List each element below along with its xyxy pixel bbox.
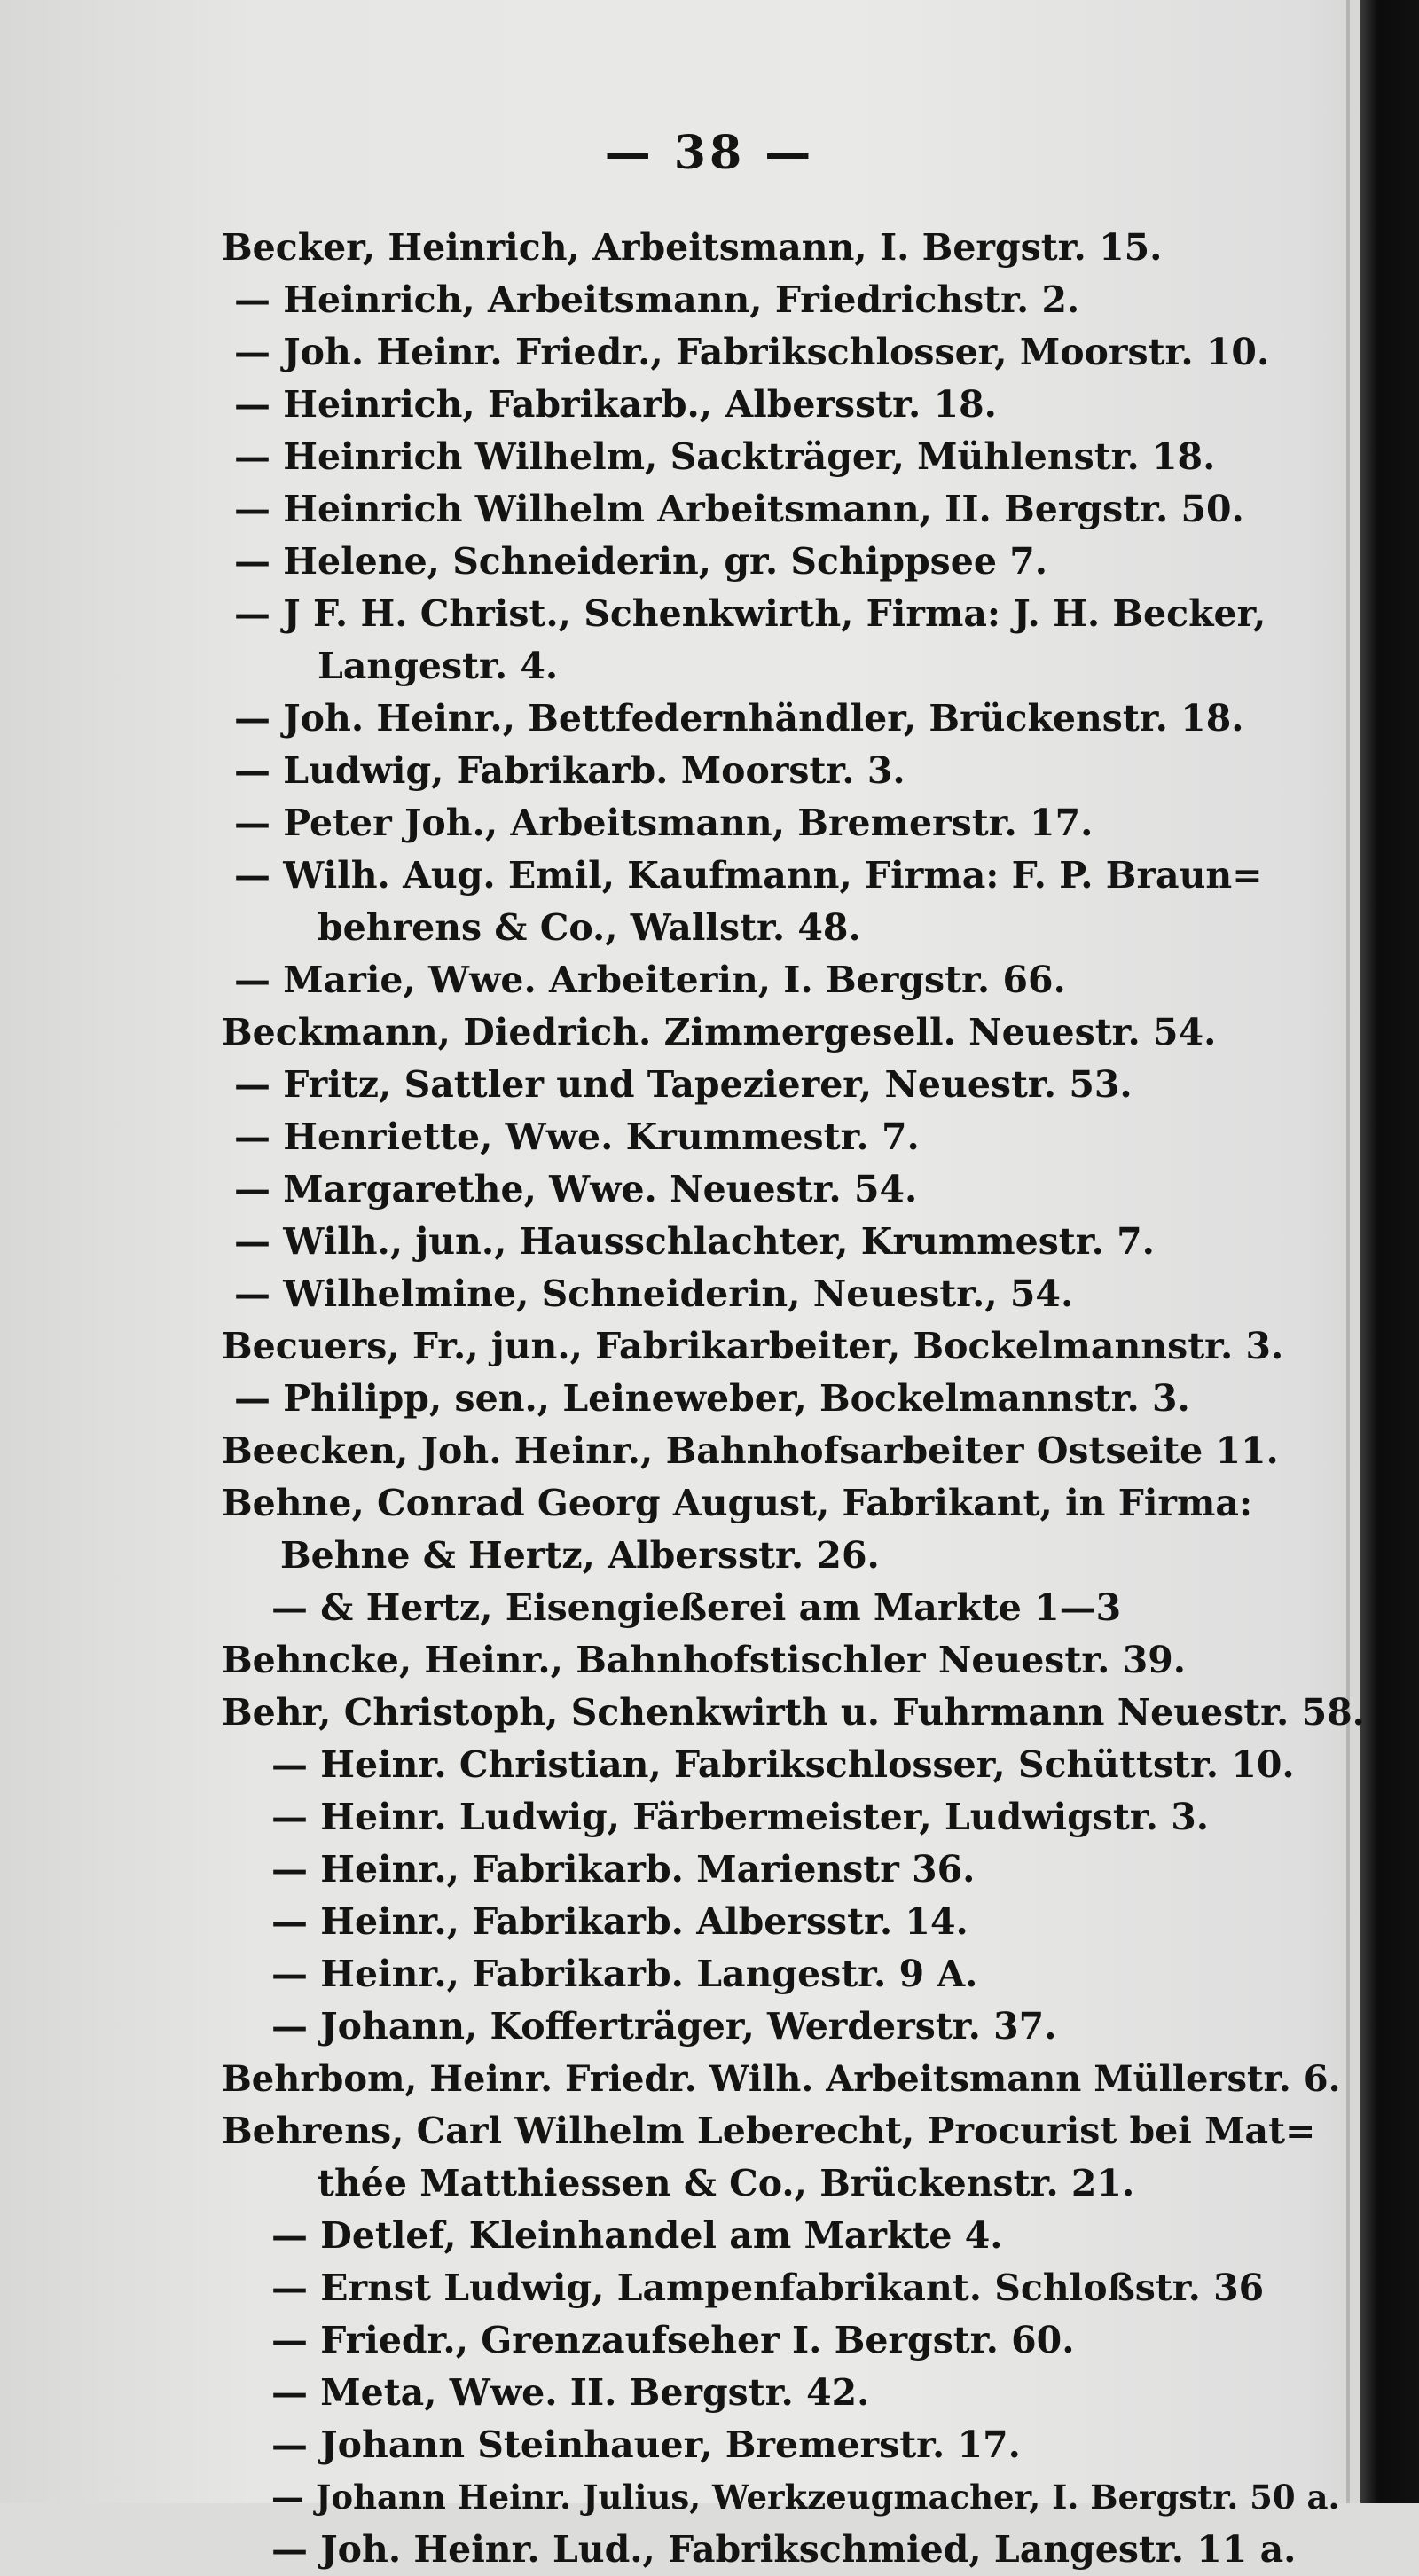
entry-line: Becuers, Fr., jun., Fabrikarbeiter, Bockelmannstr. 3. [222,1325,1284,1367]
entry-line: — Meta, Wwe. II. Bergstr. 42. [271,2371,870,2414]
entry-line: — J F. H. Christ., Schenkwirth, Firma: J. H. Becker, [234,592,1266,635]
entry-continuation: Langestr. 4. [318,645,559,687]
entry-line: — Heinr., Fabrikarb. Albersstr. 14. [271,1900,968,1943]
entry-line: — Johann Steinhauer, Bremerstr. 17. [271,2423,1021,2466]
entry-line: — Heinrich Wilhelm Arbeitsmann, II. Bergstr. 50. [234,488,1244,530]
entry-line: — Henriette, Wwe. Krummestr. 7. [234,1116,920,1158]
entry-line: — Helene, Schneiderin, gr. Schippsee 7. [234,540,1048,583]
entry-line: — Joh. Heinr. Lud., Fabrikschmied, Langestr. 11 a. [271,2528,1297,2571]
entry-line: Behr, Christoph, Schenkwirth u. Fuhrmann Neuestr. 58. [222,1691,1365,1734]
entry-line: — Joh. Heinr. Friedr., Fabrikschlosser, Moorstr. 10. [234,331,1270,373]
entry-line: — Heinr. Ludwig, Färbermeister, Ludwigstr. 3. [271,1796,1210,1838]
entry-line: — Heinr., Fabrikarb. Marienstr 36. [271,1848,976,1891]
entry-line: Behne, Conrad Georg August, Fabrikant, in Firma: [222,1482,1253,1524]
entry-line: — Heinr. Christian, Fabrikschlosser, Schüttstr. 10. [271,1743,1295,1786]
entry-line: — Johann, Kofferträger, Werderstr. 37. [271,2005,1057,2047]
entry-line: — Heinr., Fabrikarb. Langestr. 9 A. [271,1953,978,1995]
entry-continuation: behrens & Co., Wallstr. 48. [318,906,861,949]
entry-line: — Wilhelmine, Schneiderin, Neuestr., 54. [234,1272,1074,1315]
entry-line: — Ernst Ludwig, Lampenfabrikant. Schloßstr. 36 [271,2267,1265,2309]
entry-line: Beecken, Joh. Heinr., Bahnhofsarbeiter Ostseite 11. [222,1429,1279,1472]
book-binding-edge [1360,0,1419,2503]
directory-entries [222,222,1366,2576]
entry-continuation: thée Matthiessen & Co., Brückenstr. 21. [318,2162,1135,2204]
entry-continuation: Behne & Hertz, Albersstr. 26. [280,1534,880,1577]
entry-line: — Ludwig, Fabrikarb. Moorstr. 3. [234,749,905,792]
entry-line: — Peter Joh., Arbeitsmann, Bremerstr. 17. [234,802,1094,844]
entry-line: Becker, Heinrich, Arbeitsmann, I. Bergstr. 15. [222,226,1163,269]
entry-line: — Joh. Heinr., Bettfedernhändler, Brückenstr. 18. [234,697,1244,740]
entry-line: — Margarethe, Wwe. Neuestr. 54. [234,1168,918,1210]
entry-line: — Johann Heinr. Julius, Werkzeugmacher, I. Bergstr. 50 a. [271,2478,1340,2517]
entry-line: Behncke, Heinr., Bahnhofstischler Neuestr. 39. [222,1639,1187,1681]
entry-line: — Heinrich, Fabrikarb., Albersstr. 18. [234,383,997,426]
entry-line: — Philipp, sen., Leineweber, Bockelmannstr. 3. [234,1377,1190,1420]
entry-line: — Heinrich, Arbeitsmann, Friedrichstr. 2. [234,278,1080,321]
entry-line: Behrens, Carl Wilhelm Leberecht, Procurist bei Mat= [222,2110,1316,2152]
entry-line: — & Hertz, Eisengießerei am Markte 1—3 [271,1586,1122,1629]
entry-line: — Wilh. Aug. Emil, Kaufmann, Firma: F. P. Braun= [234,854,1263,897]
entry-line: — Fritz, Sattler und Tapezierer, Neuestr. 53. [234,1063,1133,1106]
entry-line: — Friedr., Grenzaufseher I. Bergstr. 60. [271,2319,1075,2361]
entry-line: Beckmann, Diedrich. Zimmergesell. Neuestr. 54. [222,1011,1217,1053]
entry-line: — Marie, Wwe. Arbeiterin, I. Bergstr. 66. [234,959,1066,1001]
page-number: — 38 — [604,126,815,180]
entry-line: Behrbom, Heinr. Friedr. Wilh. Arbeitsmann Müllerstr. 6. [222,2058,1341,2100]
entry-line: — Wilh., jun., Hausschlachter, Krummestr. 7. [234,1220,1155,1263]
entry-line: — Detlef, Kleinhandel am Markte 4. [271,2214,1003,2257]
entry-line: — Heinrich Wilhelm, Sackträger, Mühlenstr. 18. [234,435,1216,478]
